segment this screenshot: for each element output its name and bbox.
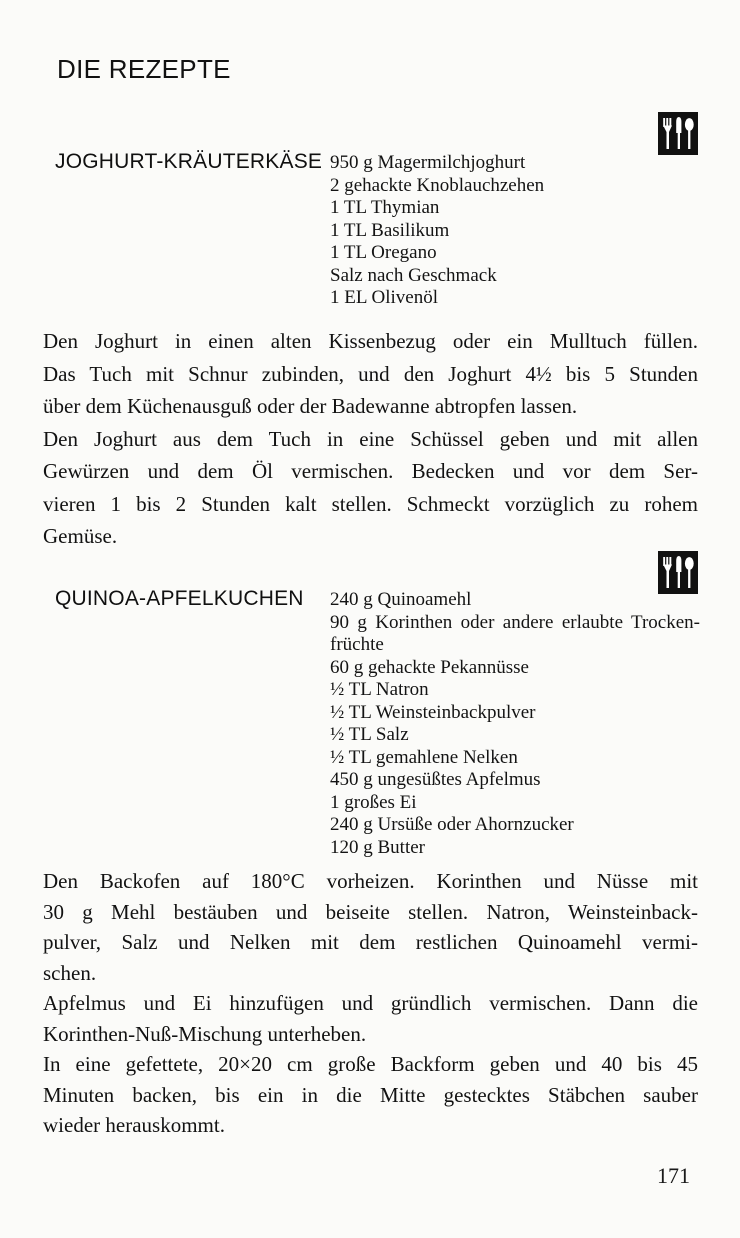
ingredient-line: 950 g Magermilchjoghurt (330, 152, 526, 173)
ingredient-line: 1 EL Olivenöl (330, 287, 438, 308)
instruction-line: wieder herauskommt. (43, 1113, 225, 1137)
instruction-line: über dem Küchenausguß oder der Badewanne abtropfen lassen. (43, 394, 578, 418)
page-number: 171 (657, 1163, 690, 1188)
ingredient-line: 1 TL Basilikum (330, 219, 450, 241)
recipe-section-header (55, 150, 700, 310)
instruction-line: Minuten backen, bis ein in die Mitte gestecktes Stäbchen sauber (43, 1082, 698, 1107)
recipe-title: JOGHURT-KRÄUTERKÄSE (55, 150, 323, 173)
cutlery-icon (658, 112, 698, 155)
instruction-text (43, 866, 698, 1141)
instruction-paragraph (43, 423, 698, 553)
instruction-line: schen. (43, 960, 97, 985)
instruction-line: In eine gefettete, 20×20 cm große Backform geben und 40 bis 45 (43, 1052, 698, 1076)
ingredient-line: 1 großes Ei (330, 791, 417, 813)
instruction-line: vieren 1 bis 2 Stunden kalt stellen. Schmeckt vorzüglich zu rohem (43, 491, 698, 516)
instruction-line: Den Backofen auf 180°C vorheizen. Korinthen und Nüsse mit (43, 869, 698, 893)
ingredient-line: 450 g ungesüßtes Apfelmus (330, 769, 541, 790)
ingredient-line: ½ TL Salz (330, 724, 409, 745)
ingredient-line: 2 gehackte Knoblauchzehen (330, 174, 545, 196)
instruction-line: 30 g Mehl bestäuben und beiseite stellen. Natron, Weinsteinback- (43, 899, 698, 924)
ingredient-list (330, 589, 700, 859)
instruction-line: Gewürzen und dem Öl vermischen. Bedecken und vor dem Ser- (43, 459, 698, 483)
page-heading: DIE REZEPTE (57, 54, 231, 84)
instruction-paragraph (43, 1049, 698, 1141)
ingredient-line: ½ TL Natron (330, 679, 429, 700)
ingredient-list (330, 152, 700, 310)
instruction-paragraph (43, 325, 698, 423)
ingredient-line: 240 g Ursüße oder Ahornzucker (330, 814, 574, 835)
instruction-line: Korinthen-Nuß-Mischung unterheben. (43, 1021, 367, 1046)
ingredient-line: 60 g gehackte Pekannüsse (330, 656, 529, 678)
instruction-line: Gemüse. (43, 524, 118, 548)
instruction-text (43, 325, 698, 553)
ingredient-line: Salz nach Geschmack (330, 264, 497, 286)
instruction-line: Das Tuch mit Schnur zubinden, und den Joghurt 4½ bis 5 Stunden (43, 361, 698, 386)
ingredient-line: früchte (330, 634, 384, 655)
recipe-title: QUINOA-APFELKUCHEN (55, 587, 304, 610)
ingredient-line: ½ TL gemahlene Nelken (330, 746, 518, 768)
recipe-section-header (55, 587, 700, 859)
ingredient-line: 1 TL Thymian (330, 197, 440, 218)
ingredient-line: 240 g Quinoamehl (330, 589, 472, 610)
instruction-line: Den Joghurt in einen alten Kissenbezug oder ein Mulltuch füllen. (43, 329, 698, 353)
instruction-line: pulver, Salz und Nelken mit dem restlichen Quinoamehl vermi- (43, 930, 698, 954)
ingredient-line: 120 g Butter (330, 836, 425, 858)
instruction-paragraph (43, 988, 698, 1049)
ingredient-line: 90 g Korinthen oder andere erlaubte Trocken- (330, 611, 700, 633)
ingredient-line: 1 TL Oregano (330, 242, 437, 263)
instruction-line: Apfelmus und Ei hinzufügen und gründlich vermischen. Dann die (43, 991, 698, 1015)
ingredient-line: ½ TL Weinsteinbackpulver (330, 701, 536, 723)
instruction-paragraph (43, 866, 698, 988)
instruction-line: Den Joghurt aus dem Tuch in eine Schüssel geben und mit allen (43, 426, 698, 451)
